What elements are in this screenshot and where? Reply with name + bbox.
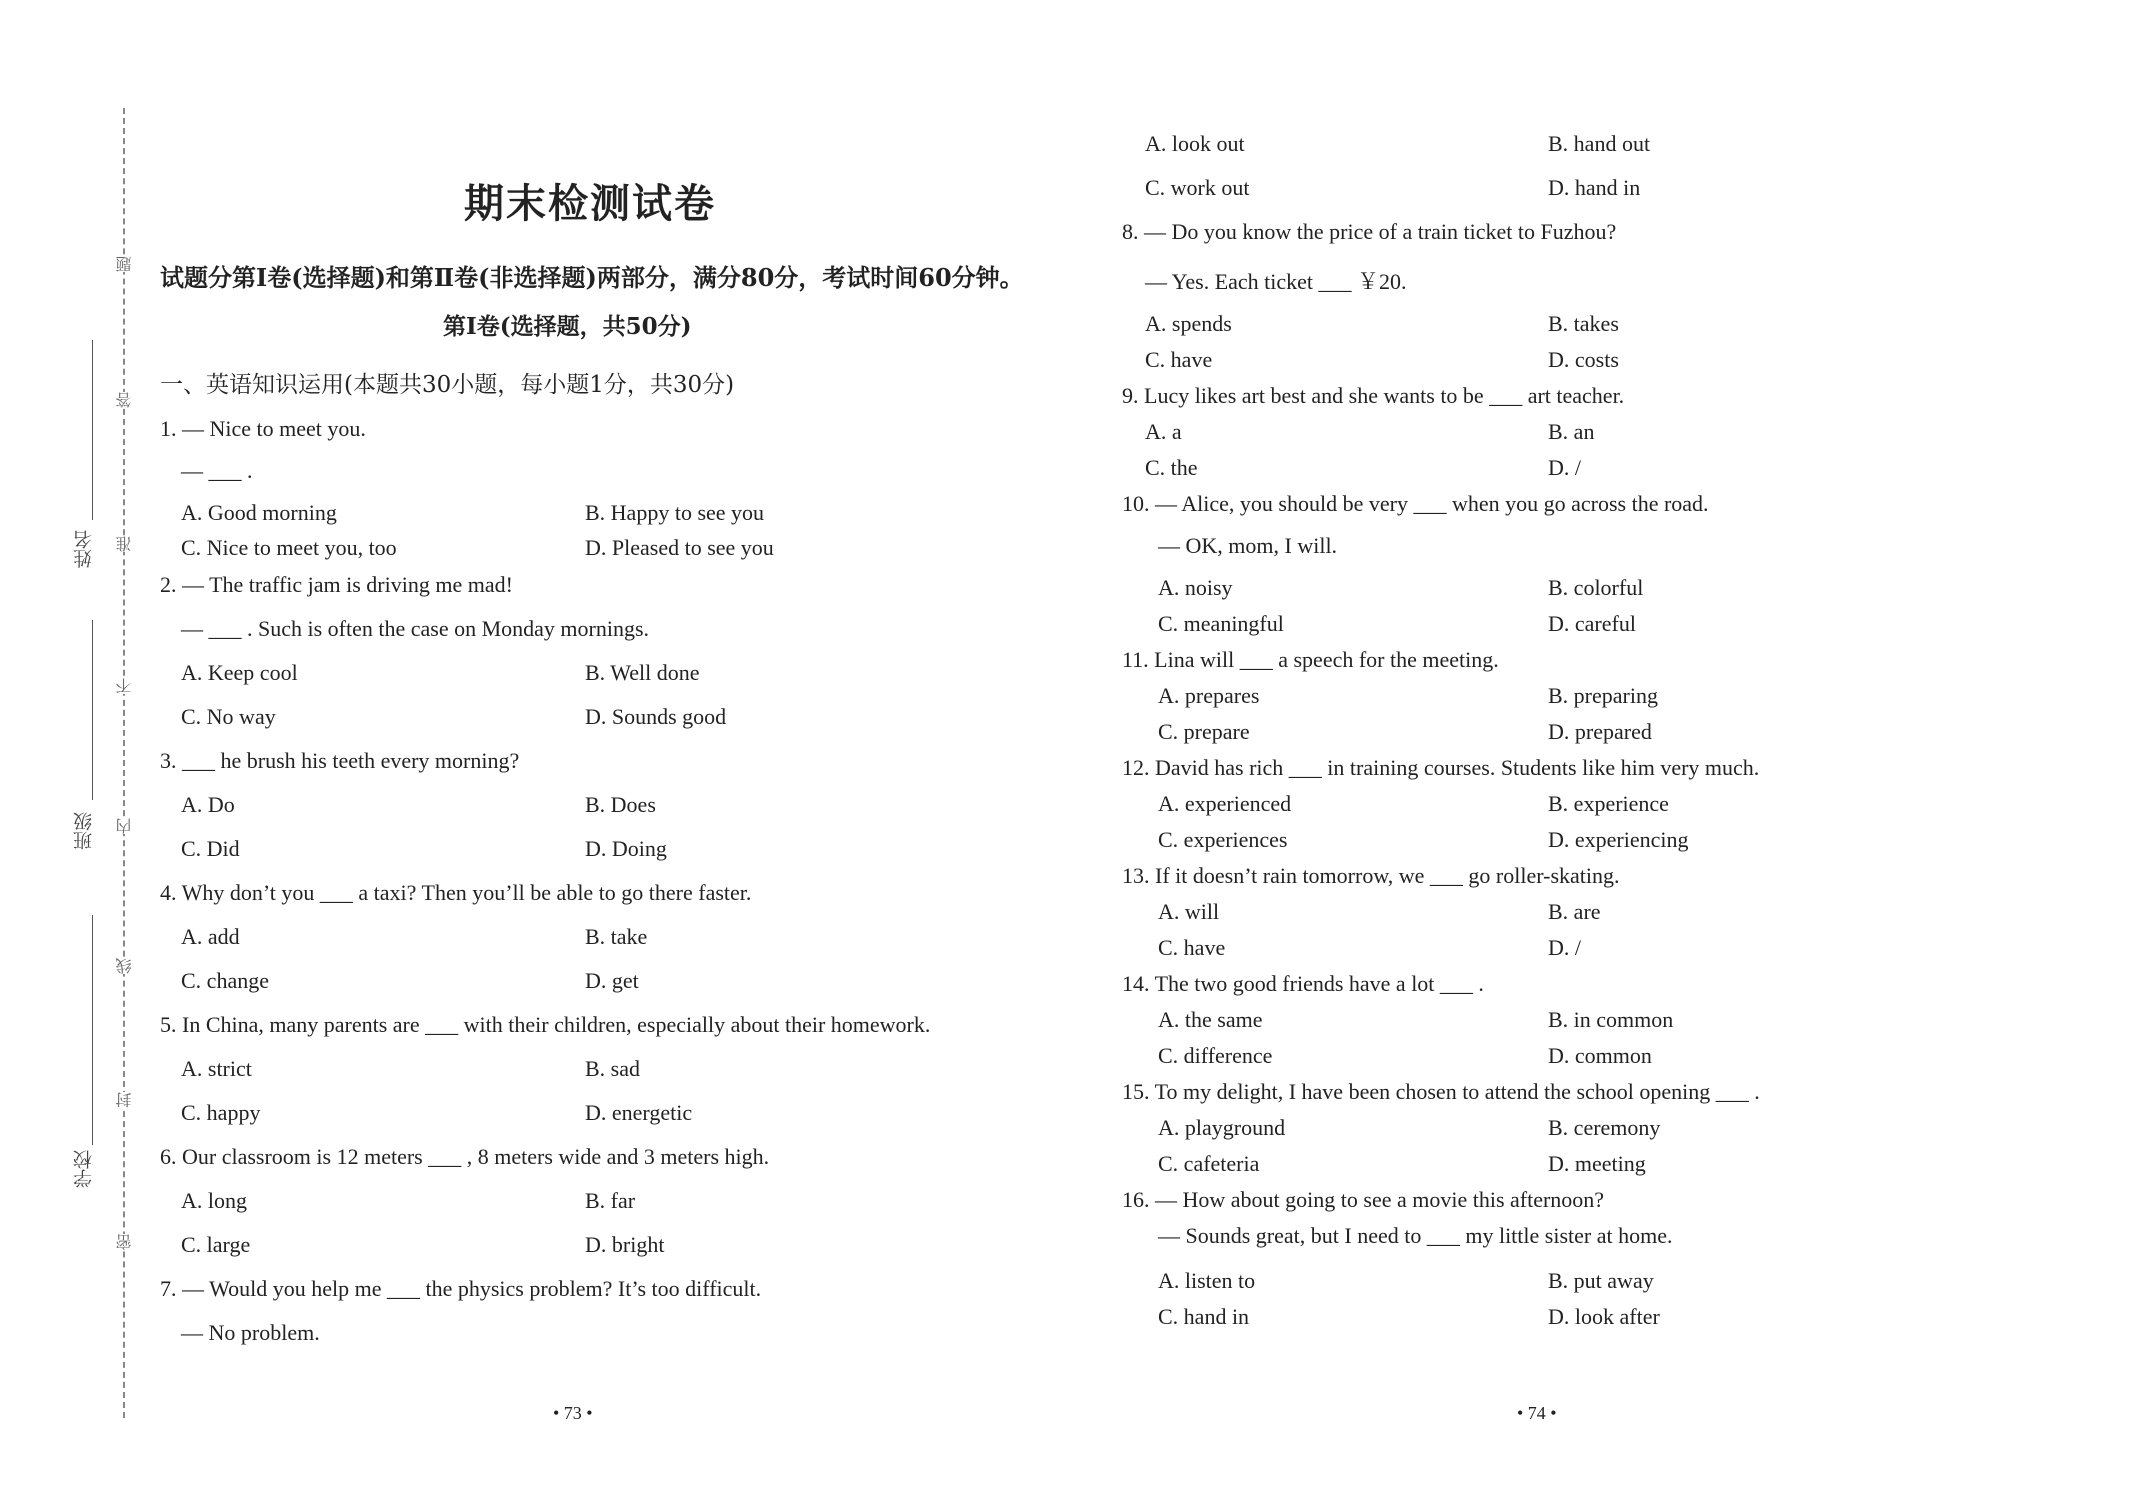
option-d[interactable]: D. get (585, 968, 639, 993)
option-d[interactable]: D. energetic (585, 1100, 693, 1125)
question-stem: 14. The two good friends have a lot ___ . (1122, 971, 1484, 996)
question-stem: 8. — Do you know the price of a train ticket to Fuzhou? (1122, 219, 1617, 244)
page-number: • 74 • (1517, 1403, 1557, 1423)
option-c[interactable]: C. change (181, 968, 269, 993)
page-number: • 73 • (553, 1403, 593, 1423)
question-line: — Yes. Each ticket ___ ￥20. (1145, 269, 1407, 294)
option-d[interactable]: D. look after (1548, 1304, 1660, 1329)
question-stem: 4. Why don’t you ___ a taxi? Then you’ll be able to go there faster. (160, 880, 752, 905)
question-stem: 1. — Nice to meet you. (160, 416, 366, 441)
option-d[interactable]: D. / (1548, 455, 1581, 480)
question-stem: 10. — Alice, you should be very ___ when you go across the road. (1122, 491, 1709, 516)
option-b[interactable]: B. sad (585, 1056, 640, 1081)
school-label: 学校 (73, 1150, 95, 1188)
question-line: — No problem. (181, 1320, 320, 1345)
question-stem: 12. David has rich ___ in training courses. Students like him very much. (1122, 755, 1760, 780)
name-label: 姓名 (73, 530, 95, 568)
option-c[interactable]: C. happy (181, 1100, 261, 1125)
option-c[interactable]: C. hand in (1158, 1304, 1250, 1329)
option-a[interactable]: A. noisy (1158, 575, 1233, 600)
seal-mark: 内 (115, 818, 134, 834)
seal-mark: 不 (115, 678, 134, 694)
name-underline (92, 340, 93, 520)
option-c[interactable]: C. experiences (1158, 827, 1288, 852)
option-b[interactable]: B. ceremony (1548, 1115, 1661, 1140)
option-d[interactable]: D. meeting (1548, 1151, 1646, 1176)
seal-mark: 封 (115, 1092, 134, 1108)
option-d[interactable]: D. experiencing (1548, 827, 1689, 852)
option-b[interactable]: B. Happy to see you (585, 500, 765, 525)
option-a[interactable]: A. prepares (1158, 683, 1260, 708)
option-d[interactable]: D. prepared (1548, 719, 1652, 744)
question-stem: 15. To my delight, I have been chosen to attend the school opening ___ . (1122, 1079, 1760, 1104)
option-b[interactable]: B. colorful (1548, 575, 1644, 600)
option-a[interactable]: A. strict (181, 1056, 252, 1081)
question-stem: 13. If it doesn’t rain tomorrow, we ___ go roller-skating. (1122, 863, 1620, 888)
question-stem: 7. — Would you help me ___ the physics problem? It’s too difficult. (160, 1276, 762, 1301)
option-a[interactable]: A. the same (1158, 1007, 1263, 1032)
option-a[interactable]: A. Do (181, 792, 235, 817)
option-c[interactable]: C. have (1158, 935, 1226, 960)
option-b[interactable]: B. preparing (1548, 683, 1658, 708)
question-stem: 16. — How about going to see a movie this afternoon? (1122, 1187, 1605, 1212)
option-c[interactable]: C. difference (1158, 1043, 1273, 1068)
question-line: — ___ . Such is often the case on Monday mornings. (181, 616, 650, 641)
part-title: 一、英语知识运用(本题共30小题，每小题1分，共30分) (160, 372, 735, 398)
option-c[interactable]: C. Nice to meet you, too (181, 535, 397, 560)
question-stem: 9. Lucy likes art best and she wants to be ___ art teacher. (1122, 383, 1625, 408)
option-a[interactable]: A. add (181, 924, 240, 949)
question-stem: 11. Lina will ___ a speech for the meeting. (1122, 647, 1499, 672)
option-c[interactable]: C. prepare (1158, 719, 1250, 744)
option-c[interactable]: C. work out (1145, 175, 1250, 200)
option-c[interactable]: C. cafeteria (1158, 1151, 1260, 1176)
option-a[interactable]: A. a (1145, 419, 1182, 444)
option-b[interactable]: B. take (585, 924, 648, 949)
seal-mark: 密 (115, 1234, 134, 1250)
option-b[interactable]: B. in common (1548, 1007, 1674, 1032)
exam-title: 期末检测试卷 (464, 180, 716, 227)
section-title: 第Ⅰ卷(选择题，共50分) (443, 313, 692, 340)
question-line: — OK, mom, I will. (1158, 533, 1338, 558)
question-line: — Sounds great, but I need to ___ my little sister at home. (1158, 1223, 1673, 1248)
option-d[interactable]: D. common (1548, 1043, 1652, 1068)
option-a[interactable]: A. spends (1145, 311, 1232, 336)
option-b[interactable]: B. are (1548, 899, 1601, 924)
option-b[interactable]: B. an (1548, 419, 1595, 444)
option-c[interactable]: C. No way (181, 704, 276, 729)
option-d[interactable]: D. careful (1548, 611, 1636, 636)
option-a[interactable]: A. playground (1158, 1115, 1286, 1140)
option-a[interactable]: A. listen to (1158, 1268, 1256, 1293)
class-label: 班级 (73, 812, 95, 850)
question-stem: 3. ___ he brush his teeth every morning? (160, 748, 520, 773)
question-stem: 5. In China, many parents are ___ with their children, especially about their homework. (160, 1012, 931, 1037)
school-underline (92, 915, 93, 1145)
question-stem: 2. — The traffic jam is driving me mad! (160, 572, 513, 597)
option-d[interactable]: D. bright (585, 1232, 665, 1257)
option-c[interactable]: C. the (1145, 455, 1198, 480)
option-d[interactable]: D. Sounds good (585, 704, 727, 729)
seal-mark: 答 (115, 392, 134, 408)
question-line: — ___ . (181, 458, 253, 483)
option-a[interactable]: A. experienced (1158, 791, 1292, 816)
option-a[interactable]: A. Good morning (181, 500, 337, 525)
option-c[interactable]: C. meaningful (1158, 611, 1284, 636)
option-b[interactable]: B. Does (585, 792, 656, 817)
option-d[interactable]: D. Doing (585, 836, 667, 861)
option-a[interactable]: A. will (1158, 899, 1220, 924)
seal-mark: 题 (115, 256, 134, 272)
option-b[interactable]: B. put away (1548, 1268, 1654, 1293)
option-b[interactable]: B. hand out (1548, 131, 1651, 156)
option-c[interactable]: C. large (181, 1232, 251, 1257)
seal-mark: 准 (115, 536, 134, 552)
option-c[interactable]: C. have (1145, 347, 1213, 372)
option-a[interactable]: A. long (181, 1188, 247, 1213)
question-stem: 6. Our classroom is 12 meters ___ , 8 meters wide and 3 meters high. (160, 1144, 770, 1169)
option-d[interactable]: D. hand in (1548, 175, 1641, 200)
option-d[interactable]: D. / (1548, 935, 1581, 960)
option-a[interactable]: A. look out (1145, 131, 1245, 156)
option-b[interactable]: B. takes (1548, 311, 1619, 336)
option-b[interactable]: B. Well done (585, 660, 700, 685)
option-d[interactable]: D. costs (1548, 347, 1619, 372)
option-d[interactable]: D. Pleased to see you (585, 535, 774, 560)
option-b[interactable]: B. experience (1548, 791, 1669, 816)
option-a[interactable]: A. Keep cool (181, 660, 298, 685)
binding-dashed-line (123, 108, 125, 1418)
class-underline (92, 620, 93, 800)
option-b[interactable]: B. far (585, 1188, 636, 1213)
seal-mark: 线 (115, 958, 134, 974)
option-c[interactable]: C. Did (181, 836, 240, 861)
exam-intro: 试题分第Ⅰ卷(选择题)和第Ⅱ卷(非选择题)两部分，满分80分，考试时间60分钟。 (160, 263, 1024, 292)
